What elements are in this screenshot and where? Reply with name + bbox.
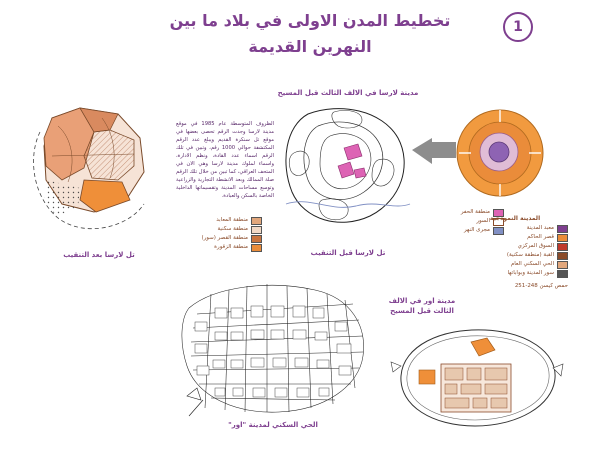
caption-larsa-excavated: تل لارسا بعد التنقيب	[63, 251, 135, 259]
legend-title-ideal-city: المدينة النموذجية	[489, 215, 541, 222]
page-title-line2: النهرين القديمة	[248, 37, 372, 56]
legend-item	[468, 260, 568, 269]
page-title-line1: تخطيط المدن الاولى في بلاد ما بين	[169, 11, 451, 30]
legend-label-temples: منطقة المعابد	[216, 217, 248, 223]
legend-label-palace: منطقة القصر (سور)	[201, 235, 248, 241]
legend-label-residential: منطقة سكنية	[217, 226, 248, 232]
legend-label-city-wall: سور المدينة وبواباتها	[507, 270, 554, 276]
figure-ideal-circular-city	[455, 108, 545, 198]
figure-ur-walled-quarter	[385, 320, 565, 435]
title-larsa-third-millennium: مدينة لارسا في الالف الثالث قبل المسيح	[277, 89, 419, 97]
legend-item	[150, 225, 262, 234]
page-title	[120, 8, 500, 60]
slide-number-badge: 1	[503, 12, 533, 42]
figure-ur-residential-grid	[175, 278, 375, 418]
legend-item	[468, 251, 568, 260]
legend-label-ziggurat: منطقة الزقورة	[214, 244, 248, 250]
legend-item	[468, 242, 568, 251]
caption-ur-line2: الثالث قبل المسيح	[390, 307, 454, 315]
legend-swatch-market	[557, 243, 568, 251]
legend-label-wall: السور	[476, 218, 490, 224]
legend-label-city-temple: معبد المدينة	[526, 225, 554, 231]
legend-swatch-city-wall	[557, 270, 568, 278]
legend-item	[468, 224, 568, 233]
legend-item	[150, 216, 262, 225]
legend-swatch-palace	[251, 235, 262, 243]
legend-label-dome-quarter: القبة (منطقة سكنية)	[506, 252, 554, 258]
note-ideal-city-source: حمص كيسن 248-251	[514, 283, 568, 289]
legend-label-dig-area: منطقة الحفر	[460, 209, 490, 215]
caption-ur-residential-quarter: الحي السكني لمدينة "اور"	[228, 421, 318, 429]
legend-item	[468, 233, 568, 242]
legend-larsa-excavated	[150, 216, 262, 252]
legend-ideal-circular-city	[468, 224, 568, 278]
legend-item	[150, 234, 262, 243]
flow-arrow-left-icon	[412, 138, 456, 168]
legend-swatch-city-temple	[557, 225, 568, 233]
caption-ur-third-millennium	[380, 296, 464, 316]
caption-ur-line1: مدينة اور في الالف	[388, 297, 456, 305]
legend-label-general-residential: الحي السكني العام	[510, 261, 554, 267]
legend-swatch-temples	[251, 217, 262, 225]
body-text-larsa: الظروف المتوسطة عام 1985 في موقع مدينة لارسا وجدت الرقم تحصى بعضها في موقع تل سنكرة القديم ويبلغ عدد الرقم المكتشفة حوالي 1000 رقم، وتبين في تلك الرقم اسماء عدد القادة، ونظم الادارة، واسماء لملوك مدينة لارسا وهي الان في المتحف العراقي، كما تبين من خلال تلك الرقم صلة الممالك وبعد الانشطة التجارية والزراعية وتوسع مساحات المدينة وتقسيماتها الداخلية الخاصة بالسكن والعبادة.	[176, 121, 274, 199]
legend-swatch-general-residential	[557, 261, 568, 269]
legend-item	[468, 269, 568, 278]
legend-swatch-ruler-palace	[557, 234, 568, 242]
legend-label-ruler-palace: قصر الحاكم	[527, 234, 554, 240]
legend-item	[150, 243, 262, 252]
legend-swatch-dome-quarter	[557, 252, 568, 260]
caption-larsa-pre-excavation: تل لارسا قبل التنقيب	[310, 249, 386, 257]
legend-label-river: مجرى النهر	[463, 227, 490, 233]
legend-swatch-residential	[251, 226, 262, 234]
figure-larsa-pre-excavation	[278, 100, 418, 230]
legend-label-market: السوق المركزي	[517, 243, 554, 249]
legend-swatch-ziggurat	[251, 244, 262, 252]
